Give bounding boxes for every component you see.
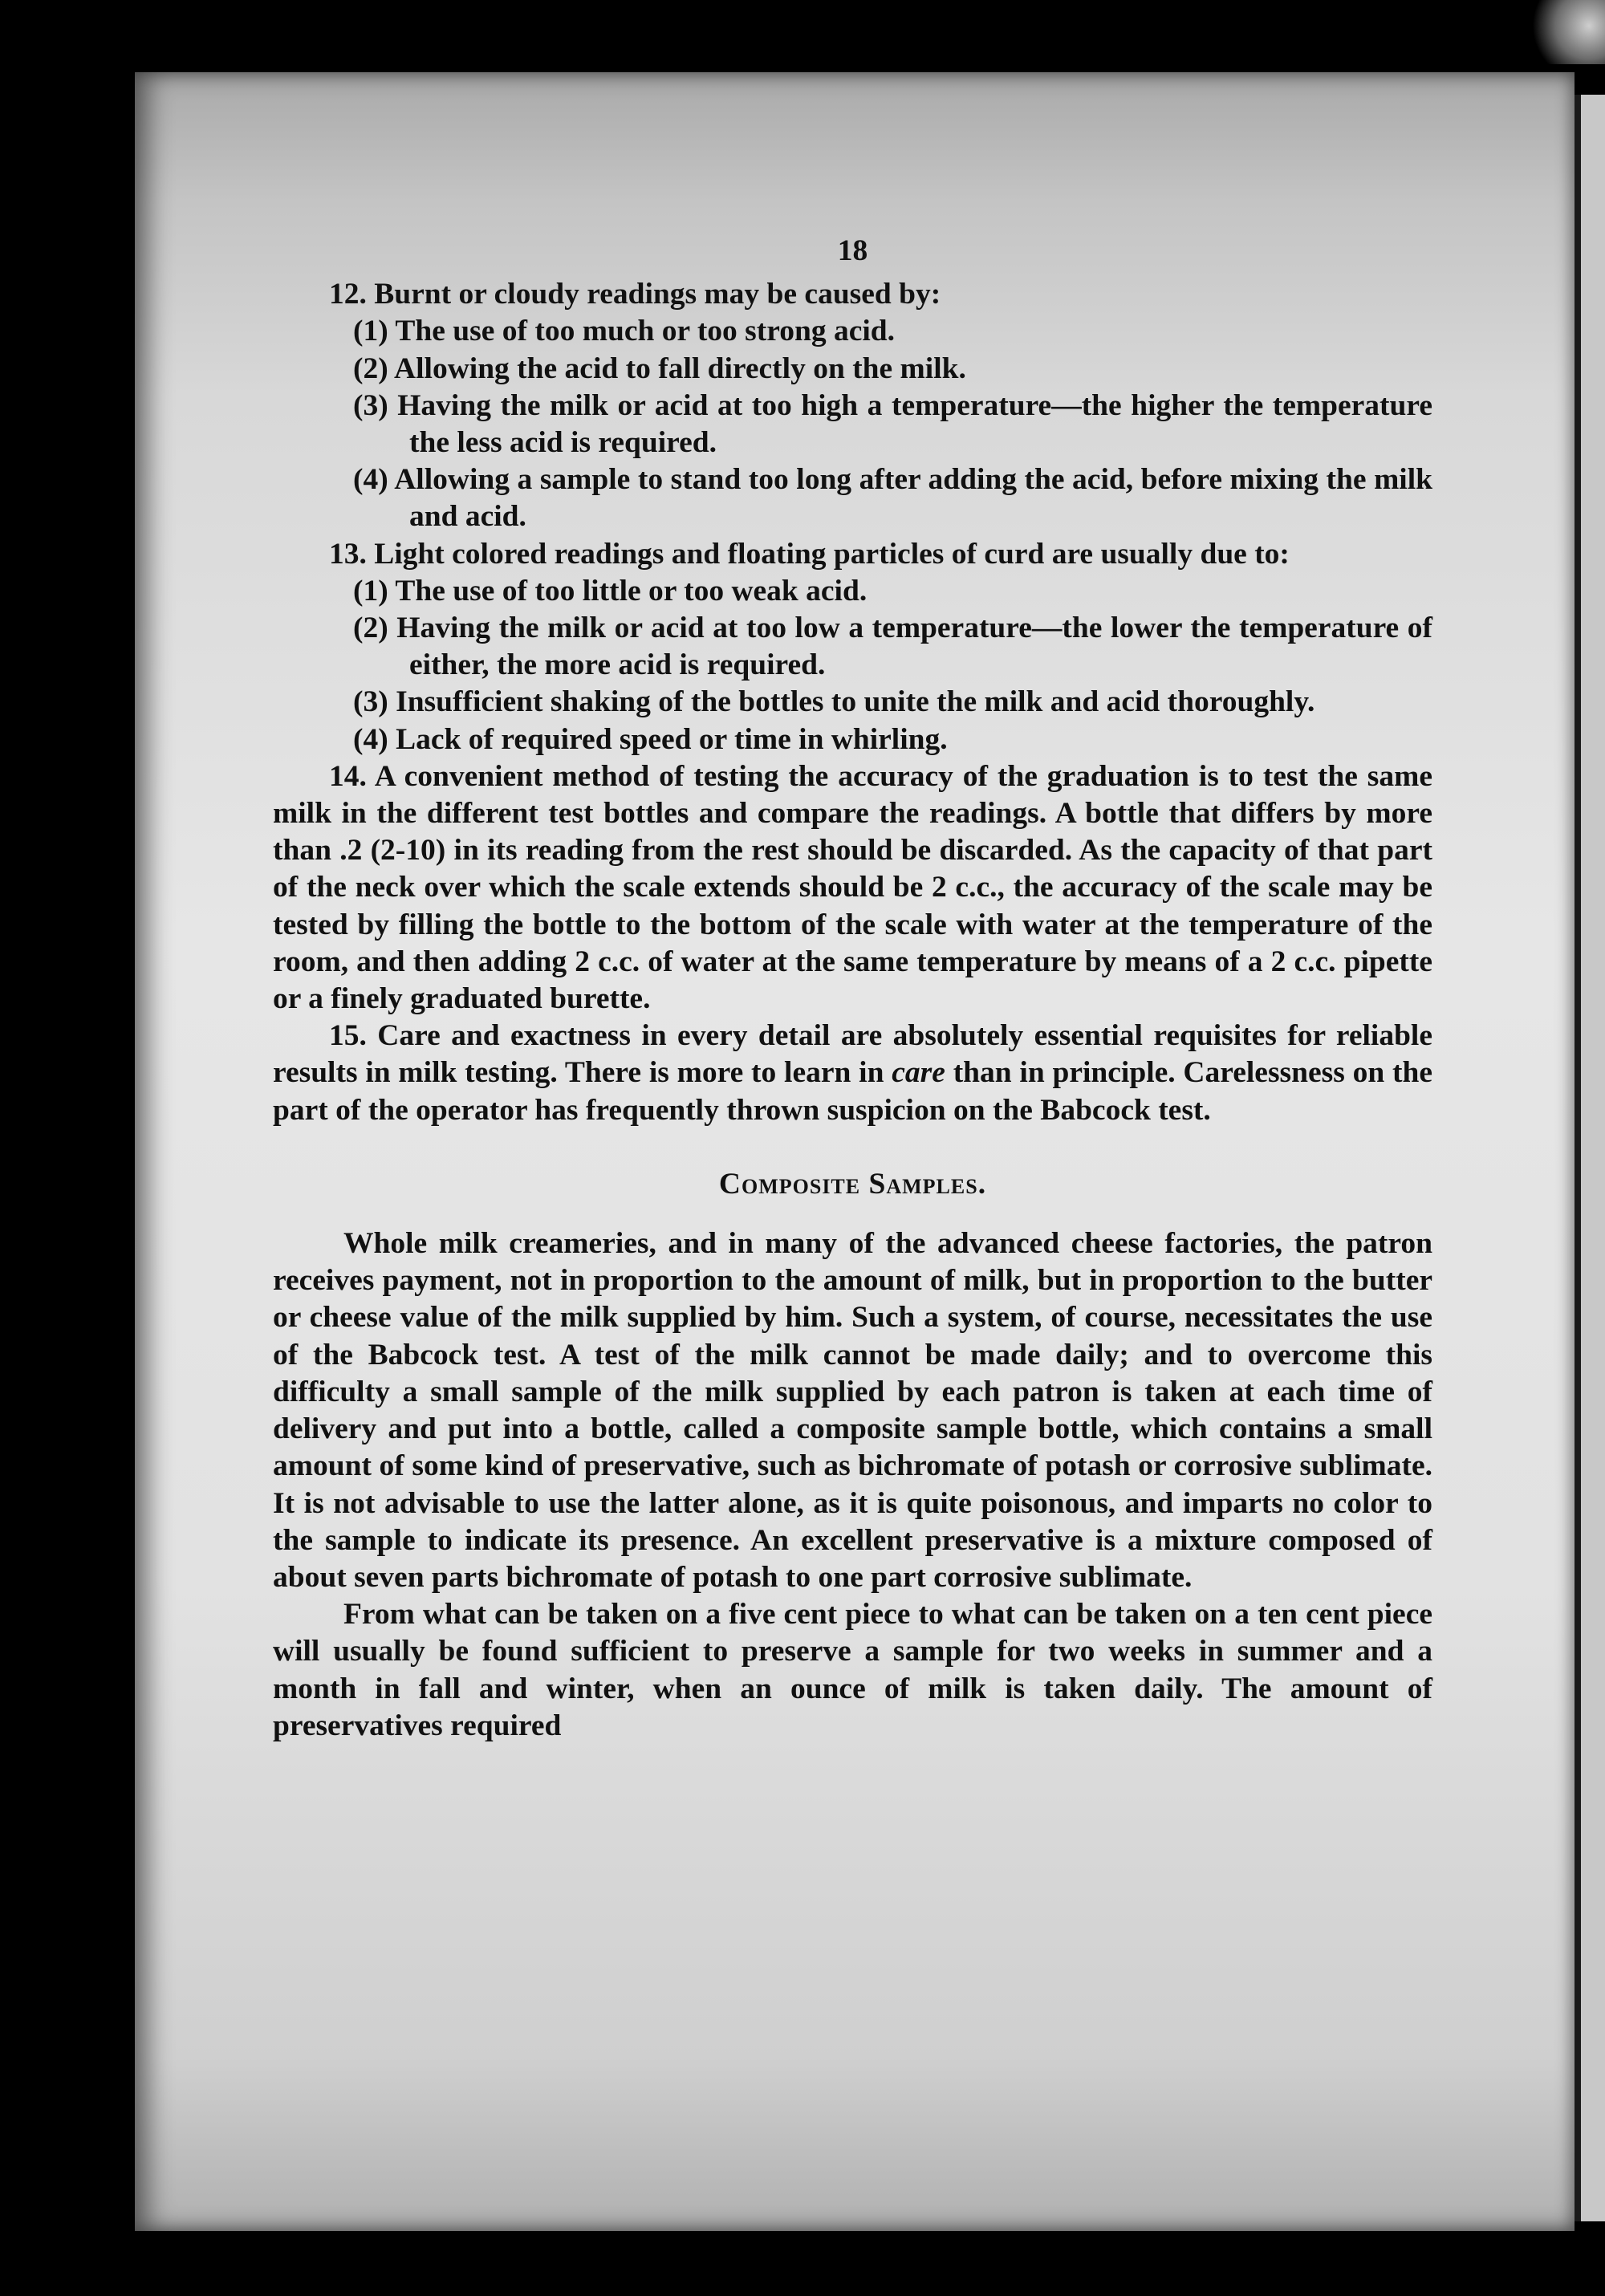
page-number: 18 bbox=[837, 234, 868, 267]
section-heading: Composite Samples. bbox=[718, 1167, 987, 1201]
item-15 bbox=[273, 1018, 1432, 1129]
item-12-intro: 12. Burnt or cloudy readings may be caused by: bbox=[329, 278, 941, 311]
item-14: 14. A convenient method of testing the accuracy of the graduation is to test the same milk in the different test bottles and compare the readings. A bottle that differs by more than .2 (2-10) in its reading from the rest should be discarded. As the capacity of that part of the neck over which the scale extends should be 2 c.c., the accuracy of the scale may be tested by filling the bottle to the bottom of the scale with water at the temperature of the room, and then adding 2 c.c. of water at the same temperature by means of a 2 c.c. pipette or a finely graduated burette. bbox=[273, 759, 1432, 1016]
page-content bbox=[273, 233, 1432, 1745]
item-12-sub-2: (2) Allowing the acid to fall directly on the milk. bbox=[353, 352, 966, 385]
item-13-sub-4: (4) Lack of required speed or time in whirling. bbox=[353, 722, 948, 756]
item-12-sub-3: (3) Having the milk or acid at too high a temperature—the higher the temperature the less acid is required. bbox=[353, 388, 1432, 460]
item-12-sub-1: (1) The use of too much or too strong acid. bbox=[353, 315, 895, 348]
item-13-sub-3: (3) Insufficient shaking of the bottles to unite the milk and acid thoroughly. bbox=[353, 685, 1315, 719]
scan-corner-artifact bbox=[1525, 0, 1605, 64]
page-edge bbox=[1575, 95, 1581, 2221]
item-13-intro: 13. Light colored readings and floating particles of curd are usually due to: bbox=[329, 537, 1290, 571]
paragraph-composite-2: From what can be taken on a five cent piece to what can be taken on a ten cent piece will usually be found sufficient to preserve a sample for two weeks in summer and a month in fall and winter, when an ounce of milk is taken daily. The amount of preservatives required bbox=[273, 1598, 1432, 1742]
item-13-sub-2: (2) Having the milk or acid at too low a temperature—the lower the temperature of either, the more acid is required. bbox=[353, 612, 1432, 682]
item-15-emphasis: care bbox=[892, 1056, 945, 1090]
item-15-text-b: than in principle. Carelessness on the part of the operator has frequently thrown suspicion on the Babcock test. bbox=[273, 1056, 1433, 1127]
item-13-sub-1: (1) The use of too little or too weak acid. bbox=[353, 574, 868, 608]
next-page-strip bbox=[1581, 95, 1605, 2221]
item-12-sub-4: (4) Allowing a sample to stand too long after adding the acid, before mixing the milk and acid. bbox=[353, 463, 1432, 534]
paragraph-composite-1: Whole milk creameries, and in many of the advanced cheese factories, the patron receives payment, not in proportion to the amount of milk, but in proportion to the butter or cheese value of the milk supplied by him. Such a system, of course, necessitates the use of the Babcock test. A test of the milk cannot be made daily; and to overcome this difficulty a small sample of the milk supplied by each patron is taken at each time of delivery and put into a bottle, called a composite sample bottle, which contains a small amount of some kind of preservative, such as bichromate of potash or corrosive sublimate. It is not advisable to use the latter alone, as it is quite poisonous, and imparts no color to the sample to indicate its presence. An excellent preservative is a mixture composed of about seven parts bichromate of potash to one part corrosive sublimate. bbox=[273, 1227, 1432, 1594]
item-15-text-a: 15. Care and exactness in every detail are absolutely essential requisites for reliable results in milk testing. There is more to learn in bbox=[273, 1019, 1432, 1090]
